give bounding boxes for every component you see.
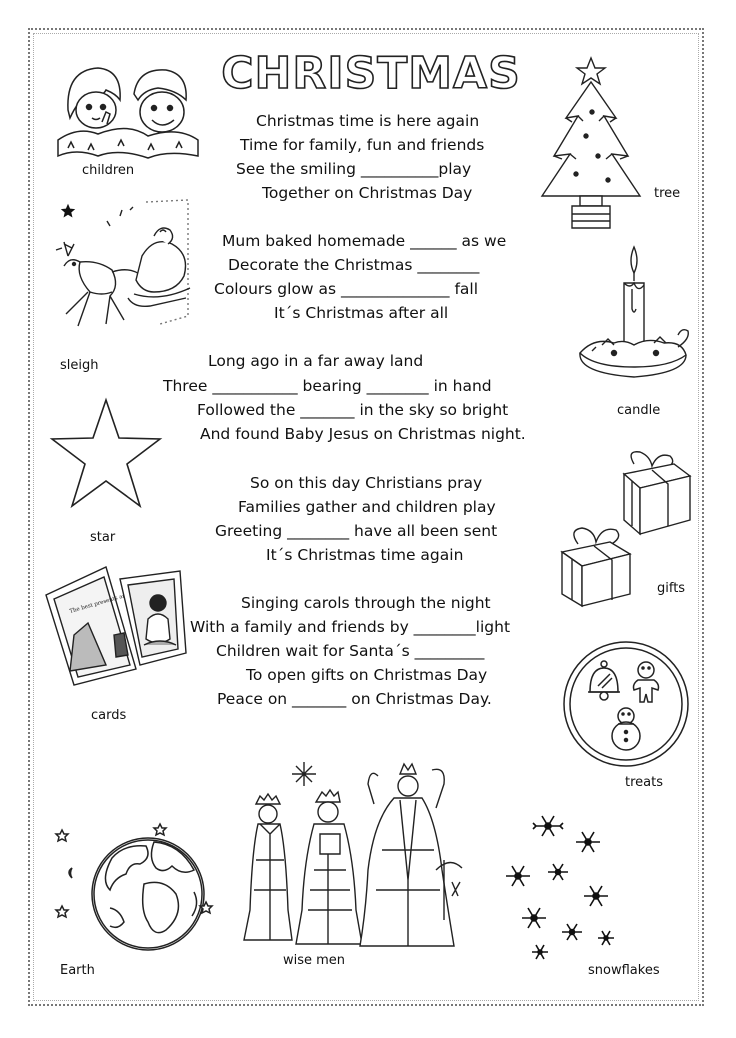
poem-line: Together on Christmas Day bbox=[262, 184, 473, 202]
page-title-text: CHRISTMAS bbox=[221, 48, 521, 99]
poem-line: Colours glow as ______________ fall bbox=[214, 280, 479, 298]
poem-line: Families gather and children play bbox=[238, 498, 496, 516]
label-wise-men: wise men bbox=[283, 953, 346, 968]
label-cards: cards bbox=[91, 708, 127, 723]
poem-line: To open gifts on Christmas Day bbox=[246, 666, 488, 684]
cards-icon bbox=[44, 565, 188, 685]
page-title bbox=[221, 46, 521, 100]
poem-line: Decorate the Christmas ________ bbox=[228, 256, 480, 274]
label-treats: treats bbox=[625, 775, 663, 790]
gifts-icon bbox=[556, 446, 696, 608]
star-icon bbox=[48, 398, 164, 510]
poem-line: Peace on _______ on Christmas Day. bbox=[217, 690, 492, 708]
tree-icon bbox=[536, 56, 646, 230]
poem-line: Long ago in a far away land bbox=[208, 352, 424, 370]
children-icon bbox=[58, 60, 198, 160]
wise-men-icon bbox=[236, 760, 470, 950]
treats-icon bbox=[562, 640, 690, 768]
poem-line: See the smiling __________play bbox=[236, 160, 472, 178]
poem-line: It´s Christmas after all bbox=[274, 304, 449, 322]
label-star: star bbox=[90, 530, 116, 545]
label-gifts: gifts bbox=[657, 581, 686, 596]
label-children: children bbox=[82, 163, 135, 178]
poem-line: Greeting ________ have all been sent bbox=[215, 522, 498, 540]
poem-line: With a family and friends by ________light bbox=[190, 618, 511, 636]
poem-line: So on this day Christians pray bbox=[250, 474, 483, 492]
poem-line: Singing carols through the night bbox=[241, 594, 491, 612]
label-snowflakes: snowflakes bbox=[588, 963, 660, 978]
poem-line: And found Baby Jesus on Christmas night. bbox=[200, 425, 526, 443]
earth-icon bbox=[52, 818, 218, 954]
poem-line: Children wait for Santa´s _________ bbox=[216, 642, 485, 660]
candle-icon bbox=[574, 243, 692, 393]
label-earth: Earth bbox=[60, 963, 95, 978]
label-tree: tree bbox=[654, 186, 681, 201]
poem-line: Three ___________ bearing ________ in hand bbox=[163, 377, 492, 395]
label-candle: candle bbox=[617, 403, 661, 418]
poem-line: It´s Christmas time again bbox=[266, 546, 464, 564]
label-sleigh: sleigh bbox=[60, 358, 99, 373]
poem-line: Time for family, fun and friends bbox=[240, 136, 485, 154]
poem-line: Mum baked homemade ______ as we bbox=[222, 232, 507, 250]
poem-line: Followed the _______ in the sky so bright bbox=[197, 401, 509, 419]
card-text: The best presents bbox=[68, 595, 119, 615]
poem-line: Christmas time is here again bbox=[256, 112, 480, 130]
snowflakes-icon bbox=[500, 806, 620, 964]
sleigh-icon bbox=[50, 196, 196, 346]
